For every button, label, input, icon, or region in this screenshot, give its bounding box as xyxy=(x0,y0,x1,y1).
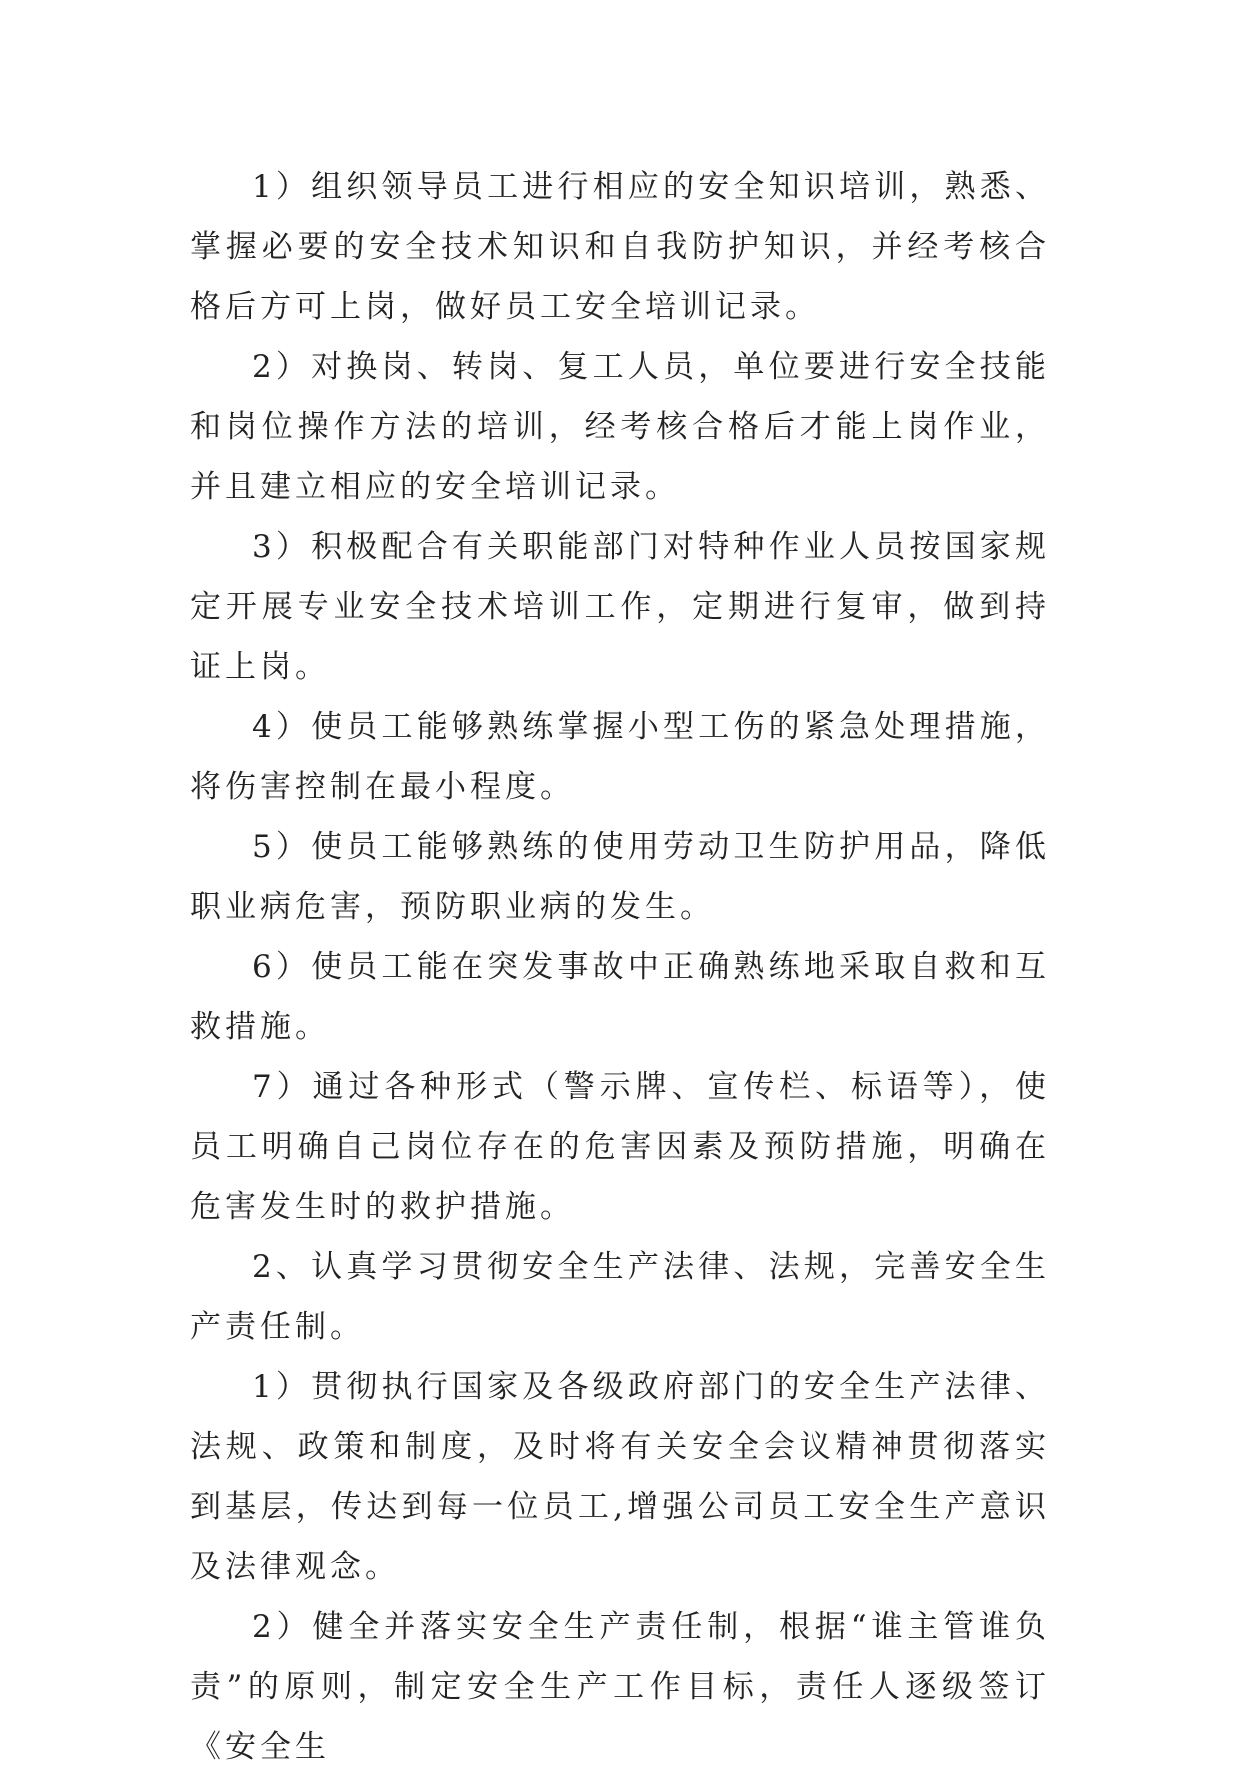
paragraph-training-1: 1）组织领导员工进行相应的安全知识培训，熟悉、掌握必要的安全技术知识和自我防护知识，并经考核合格后方可上岗，做好员工安全培训记录。 xyxy=(190,169,1050,325)
paragraph-law-1: 1）贯彻执行国家及各级政府部门的安全生产法律、法规、政策和制度，及时将有关安全会议精神贯彻落实到基层，传达到每一位员工,增强公司员工安全生产意识及法律观念。 xyxy=(190,1369,1050,1585)
section-heading-2: 2、认真学习贯彻安全生产法律、法规，完善安全生产责任制。 xyxy=(190,1249,1050,1345)
paragraph-training-4: 4）使员工能够熟练掌握小型工伤的紧急处理措施，将伤害控制在最小程度。 xyxy=(190,709,1050,805)
paragraph-training-5: 5）使员工能够熟练的使用劳动卫生防护用品，降低职业病危害，预防职业病的发生。 xyxy=(190,829,1050,925)
document-body xyxy=(190,157,1050,1777)
paragraph-training-6: 6）使员工能在突发事故中正确熟练地采取自救和互救措施。 xyxy=(190,949,1050,1045)
paragraph-training-3: 3）积极配合有关职能部门对特种作业人员按国家规定开展专业安全技术培训工作，定期进行复审，做到持证上岗。 xyxy=(190,529,1050,685)
paragraph-training-2: 2）对换岗、转岗、复工人员，单位要进行安全技能和岗位操作方法的培训，经考核合格后才能上岗作业，并且建立相应的安全培训记录。 xyxy=(190,349,1050,505)
paragraph-training-7: 7）通过各种形式（警示牌、宣传栏、标语等），使员工明确自己岗位存在的危害因素及预防措施，明确在危害发生时的救护措施。 xyxy=(190,1069,1050,1225)
paragraph-law-2: 2）健全并落实安全生产责任制，根据“谁主管谁负责”的原则，制定安全生产工作目标，责任人逐级签订《安全生 xyxy=(190,1609,1050,1765)
